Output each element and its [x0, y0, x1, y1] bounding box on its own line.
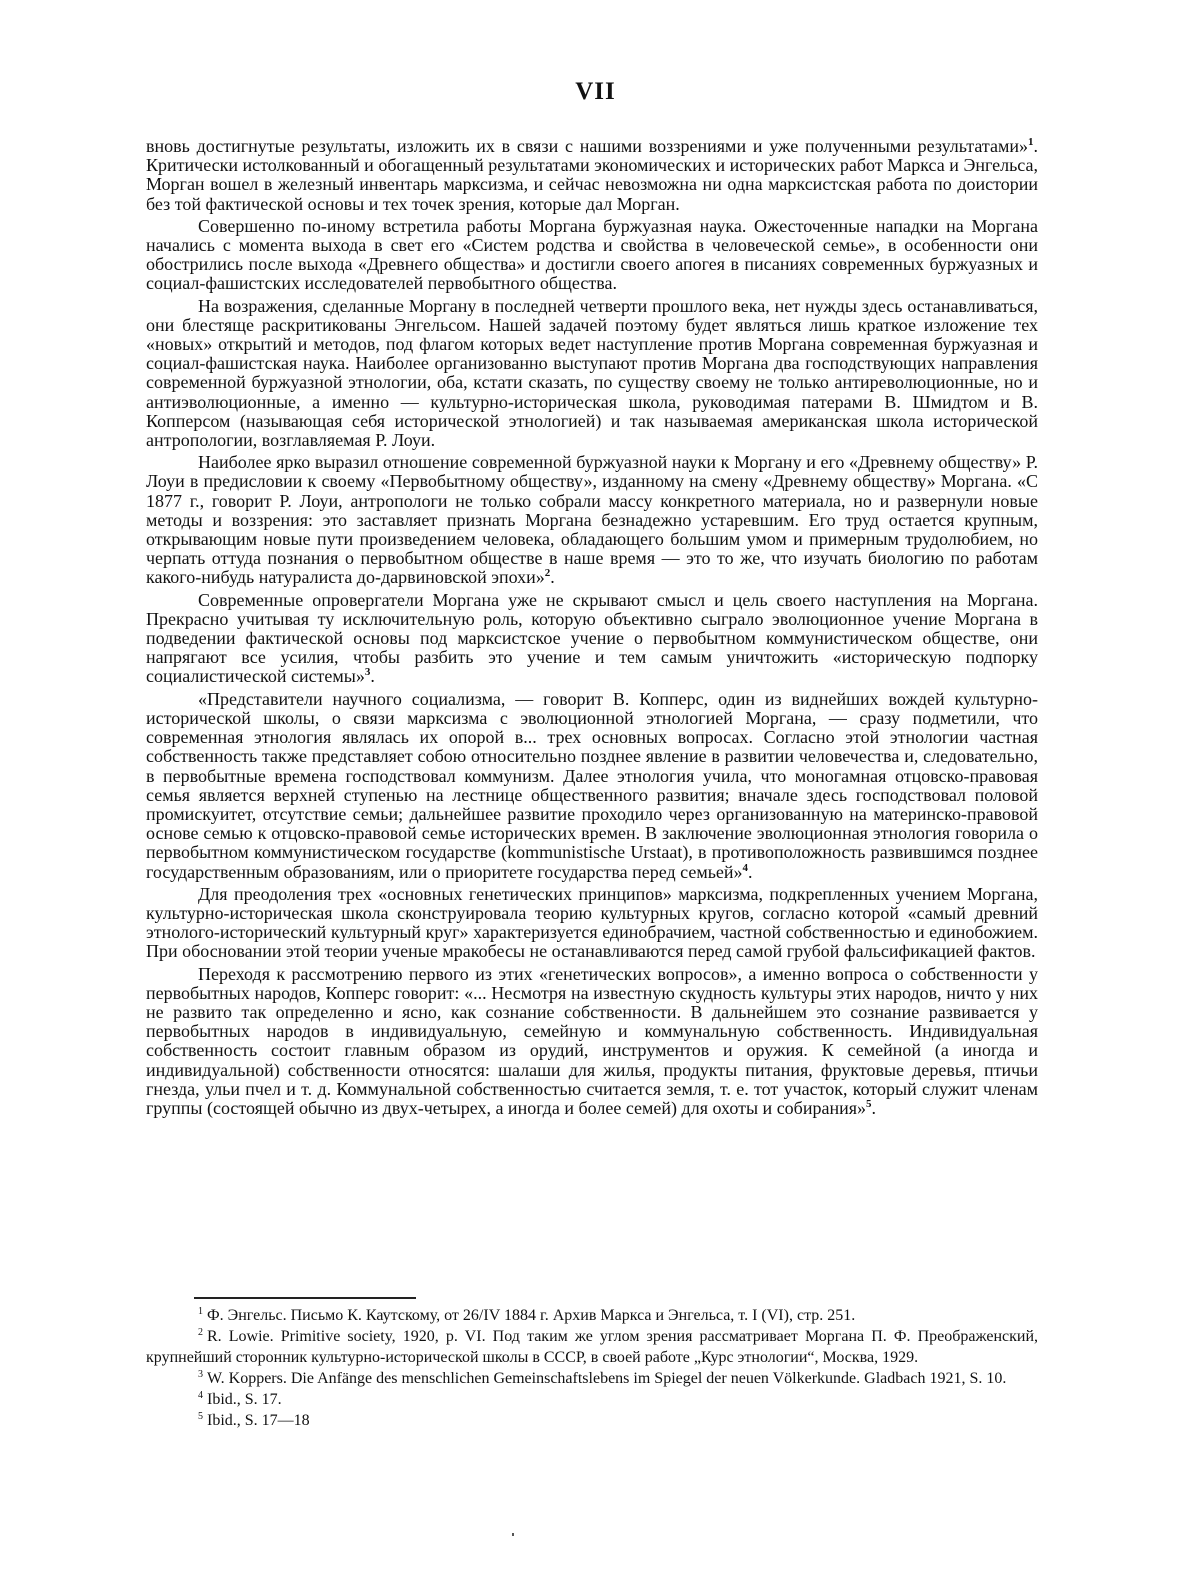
- paragraph-text: «Представители научного социализма, — говорит В. Копперс, один из виднейших вождей культурно-исторической школы, о связи марксизма с эволюционной этнологией Моргана, — сразу подметили, что современная этнология являлась их опорой в... трех основных вопросах. Согласно этой этнологии частная собственность также представляет собою относительно позднее явление в развитии человечества и, следовательно, в первобытные времена господствовал коммунизм. Далее этнология учила, что моногамная отцовско-правовая семья является верхней ступенью на лестнице общественного развития; вначале здесь господствовал половой промискуитет, отсутствие семьи; дальнейшее развитие проходило через организованную на материнско-правовой основе семью к отцовско-правовой семье исторических времен. В заключение эволюционная этнология говорила о первобытном коммунистическом государстве (kommunistische Urstaat), в противоположность развившимся позднее государственным образованиям, или о приоритете государства перед семьей»: [146, 688, 1038, 882]
- paragraph-text: Для преодоления трех «основных генетических принципов» марксизма, подкрепленных учением Моргана, культурно-историческая школа сконструировала теорию культурных кругов, согласно которой «самый древний этнолого-исторический культурный круг» характеризуется единобрачием, частной собственностью и единобожием. При обосновании этой теории ученые мракобесы не останавливаются перед самой грубой фальсификацией фактов.: [146, 883, 1038, 962]
- footnote: [146, 1305, 1038, 1326]
- paragraph: [146, 453, 1038, 587]
- footnote-number: 4: [198, 1389, 203, 1401]
- paragraph-tail: .: [748, 861, 753, 882]
- paragraph: [146, 137, 1038, 214]
- footnote-text: R. Lowie. Primitive society, 1920, p. VI. Под таким же углом зрения рассматривает Моргана П. Ф. Преображенский, крупнейший сторонник культурно-исторической школы в СССР, в своей работе „Курс этнологии“, Москва, 1929.: [146, 1328, 1038, 1366]
- footnote-divider: [194, 1297, 416, 1299]
- paragraph-tail: .: [871, 1097, 877, 1118]
- footnote-text: Ф. Энгельс. Письмо К. Каутскому, от 26/IV 1884 г. Архив Маркса и Энгельса, т. I (VI), стр. 251.: [207, 1307, 856, 1324]
- footnote-ref: 2: [544, 567, 551, 580]
- paragraph-tail: .: [550, 567, 555, 588]
- paragraph-tail: .: [370, 666, 375, 687]
- footnote-number: 2: [198, 1326, 203, 1338]
- paragraph-text: Переходя к рассмотрению первого из этих «генетических вопросов», а именно вопроса о собственности у первобытных народов, Копперс говорит: «... Несмотря на известную скудность культуры этих народов, ничто у них не развито так определенно и ясно, как сознание собственности. В дальнейшем это сознание развивается у первобытных народов в индивидуальную, семейную и коммунальную собственность. Индивидуальная собственность состоит главным образом из орудий, инструментов и оружия. К семейной (а иногда и индивидуальной) собственности относятся: шалаши для жилья, продукты питания, фруктовые деревья, птичьи гнезда, ульи пчел и т. д. Коммунальной собственностью считается земля, т. е. тот участок, который служит членам группы (состоящей обычно из двух-четырех, а иногда и более семей) для охоты и собирания»: [146, 963, 1038, 1118]
- footnote: [146, 1368, 1038, 1389]
- page-number: VII: [575, 78, 616, 105]
- footnote-number: 5: [198, 1410, 203, 1422]
- paragraph-text: Наиболее ярко выразил отношение современной буржуазной науки к Моргану и его «Древнему обществу» Р. Лоуи в предисловии к своему «Первобытному обществу», изданному на смену «Древнему обществу» Моргана. «С 1877 г., говорит Р. Лоуи, антропологи не только собрали массу конкретного материала, но и развернули новые методы и воззрения: это заставляет признать Моргана безнадежно устаревшим. Его труд остается крупным, открывающим новые пути произведением человека, обладающего большим умом и примерным трудолюбием, но черпать оттуда познания о первобытном обществе в наше время — это то же, что изучать биологию по работам какого-нибудь натуралиста до-дарвиновской эпохи»: [146, 452, 1038, 588]
- paragraph-text: На возражения, сделанные Моргану в последней четверти прошлого века, нет нужды здесь останавливаться, они блестяще раскритикованы Энгельсом. Нашей задачей поэтому будет являться лишь краткое изложение тех «новых» открытий и методов, под флагом которых ведет наступление против Моргана современная буржуазная и социал-фашистская наука. Наиболее организованно выступают против Моргана два господствующих направления современной буржуазной этнологии, оба, кстати сказать, по существу своему не только антиреволюционные, но и антиэволюционные, а именно — культурно-историческая школа, руководимая патерами В. Шмидтом и В. Копперсом (называющая себя исторической этнологией) и так называемая американская школа исторической антропологии, возглавляемая Р. Лоуи.: [146, 295, 1038, 451]
- footnote-text: Ibid., S. 17—18: [207, 1412, 310, 1429]
- paragraph-text: Современные опровергатели Моргана уже не скрывают смысл и цель своего наступления на Моргана. Прекрасно учитывая ту исключительную роль, которую объективно сыграло эволюционное учение Моргана в подведении фактической основы под марксистское учение о первобытном коммунистическом обществе, они напрягают все усилия, чтобы разбить это учение и тем самым уничтожить «историческую подпорку социалистической системы»: [146, 589, 1038, 687]
- footnote-text: Ibid., S. 17.: [207, 1391, 282, 1408]
- paragraph: [146, 591, 1038, 687]
- footnotes: [146, 1305, 1038, 1431]
- footnote: [146, 1410, 1038, 1431]
- paragraph: [146, 297, 1038, 451]
- footnote-number: 3: [198, 1368, 203, 1380]
- main-text: [146, 137, 1038, 1121]
- footnote-text: W. Koppers. Die Anfänge des menschlichen Gemeinschaftslebens im Spiegel der neuen Völkerkunde. Gladbach 1921, S. 10.: [207, 1370, 1007, 1387]
- paragraph: [146, 690, 1038, 882]
- footnote-ref: 5: [866, 1097, 872, 1110]
- footnote: [146, 1326, 1038, 1368]
- footnote-ref: 4: [742, 861, 749, 874]
- footnote-ref: 3: [364, 666, 371, 679]
- paragraph: [146, 965, 1038, 1119]
- paragraph-tail: . Критически истолкованный и обогащенный результатами экономических и исторических работ Маркса и Энгельса, Морган вошел в железный инвентарь марксизма, и сейчас невозможна ни одна марксистская работа по доистории без той фактической основы и тех точек зрения, которые дал Морган.: [146, 136, 1038, 214]
- paragraph-text: Совершенно по-иному встретила работы Моргана буржуазная наука. Ожесточенные нападки на Моргана начались с момента выхода в свет его «Систем родства и свойства в человеческой семье», в особенности они обострились после выхода «Древнего общества» и достигли своего апогея в писаниях современных буржуазных и социал-фашистских исследователей первобытного общества.: [146, 215, 1038, 294]
- paragraph: [146, 885, 1038, 962]
- paragraph: [146, 217, 1038, 294]
- scan-speck: [512, 1533, 514, 1536]
- footnote-ref: 1: [1028, 136, 1034, 148]
- footnote: [146, 1389, 1038, 1410]
- paragraph-text: вновь достигнутые результаты, изложить их в связи с нашими воззрениями и уже полученными результатами»: [146, 136, 1028, 156]
- footnote-number: 1: [198, 1305, 203, 1317]
